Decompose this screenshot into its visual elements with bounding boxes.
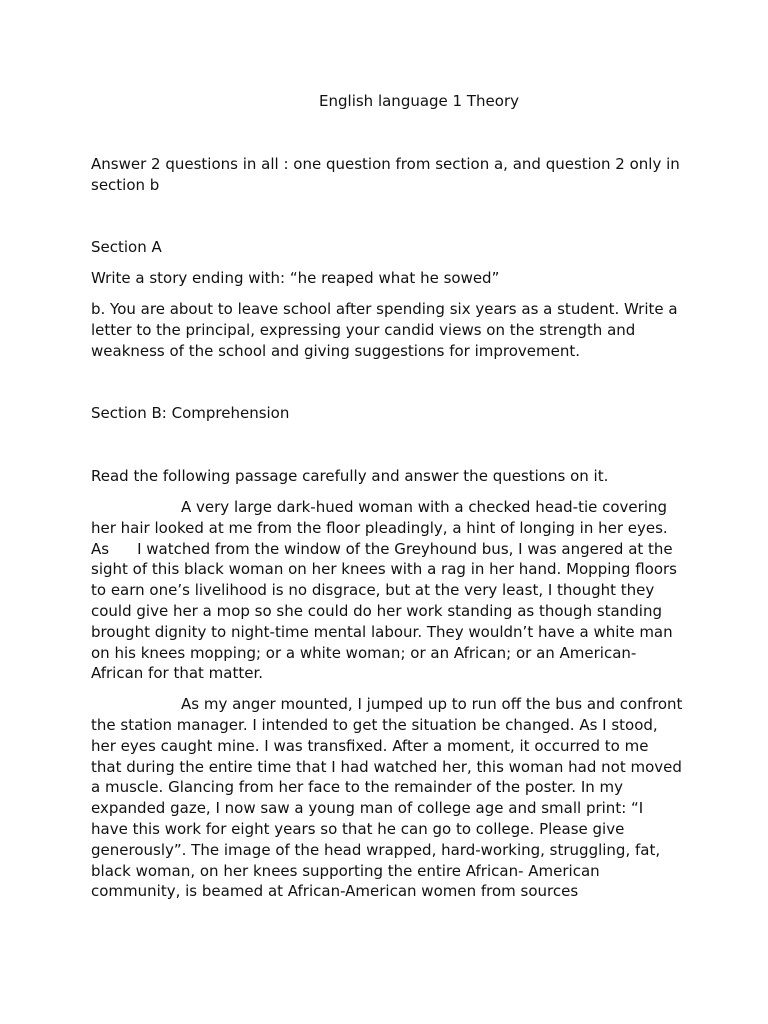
passage-paragraph-1-part-2: I watched from the window of the Greyhound bus, I was angered at the sight of this black woman on her knees with a rag in her hand. Mopping floors to earn one’s livelihood is no disgrace, but at the very least, I thought they could give her a mop so she could do her work standing as though standing brought dignity to night-time mental labour. They wouldn’t have a white man on his knees mopping; or a white woman; or an African; or an American-African for that matter.: [91, 539, 677, 683]
section-b-heading: Section B: Comprehension: [91, 404, 290, 423]
passage-paragraph-2-text: As my anger mounted, I jumped up to run off the bus and confront the station manager. I intended to get the situation be changed. As I stood, her eyes caught mine. I was transfixed. After a moment, it occurred to me that during the entire time that I had watched her, this woman had not moved a muscle. Glancing from her face to the remainder of the poster. In my expanded gaze, I now saw a young man of college age and small print: “I have this work for eight years so that he can go to college. Please give generously”. The image of the head wrapped, hard-working, struggling, fat, black woman, on her knees supporting the entire African- American community, is beamed at African-American women from sources: [91, 695, 683, 901]
section-a-question-b: b. You are about to leave school after spending six years as a student. Write a letter to the principal, expressing your candid views on the strength and weakness of the school and giving suggestions for improvement.: [91, 299, 678, 360]
page-title: English language 1 Theory: [319, 92, 519, 110]
section-a-heading: Section A: [91, 238, 162, 257]
passage-paragraph-1: [91, 497, 683, 684]
section-a-question-a: Write a story ending with: “he reaped what he sowed”: [91, 269, 500, 288]
exam-instructions: Answer 2 questions in all : one question from section a, and question 2 only in section b: [91, 154, 680, 194]
passage-paragraph-1-part-1: A very large dark-hued woman with a checked head-tie covering her hair looked at me from the floor pleadingly, a hint of longing in her eyes. As: [91, 497, 668, 558]
passage-paragraph-2: [91, 694, 683, 902]
passage-instruction: Read the following passage carefully and answer the questions on it.: [91, 467, 609, 486]
document-body: [91, 91, 683, 902]
